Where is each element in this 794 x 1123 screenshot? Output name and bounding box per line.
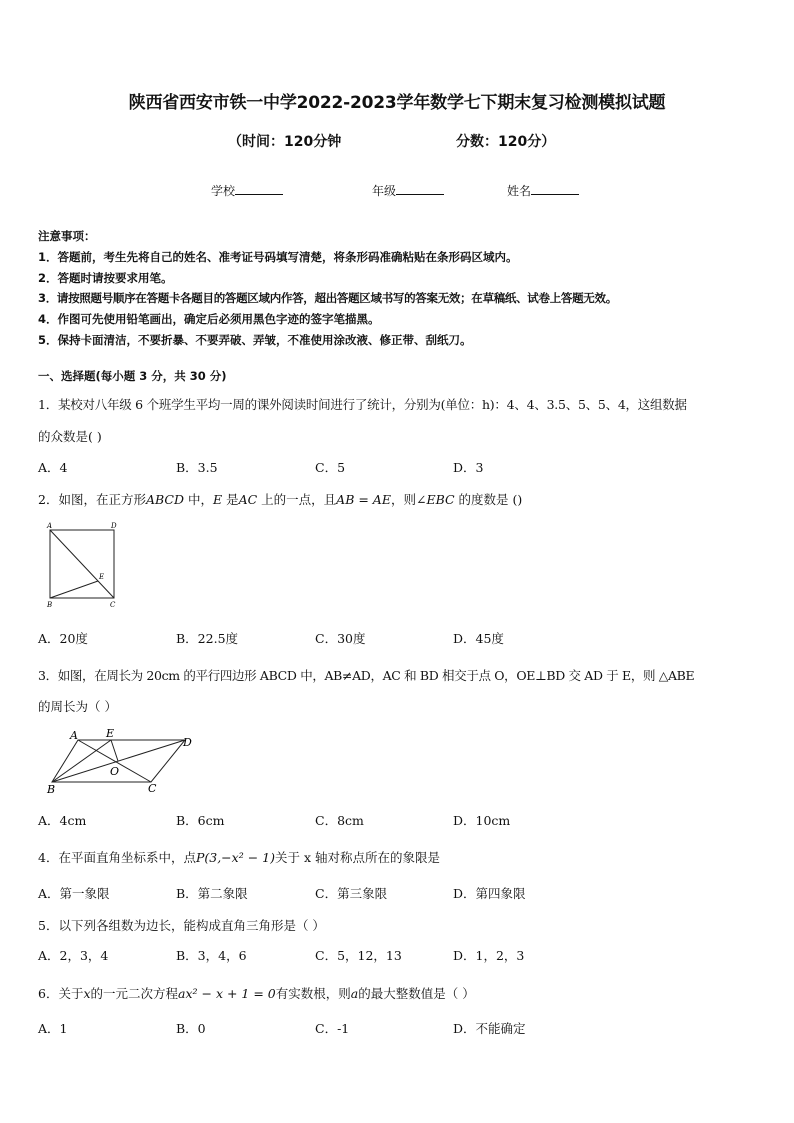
option-c[interactable]: C．-1 bbox=[315, 1021, 350, 1036]
q2-math: E bbox=[212, 492, 223, 507]
q2-text: 中， bbox=[184, 492, 213, 507]
question-2-stem bbox=[38, 490, 522, 508]
q2-math: AB = AE bbox=[336, 492, 391, 507]
question-6-stem bbox=[38, 984, 475, 1002]
label-e: E bbox=[106, 727, 115, 740]
option-a[interactable]: A．2，3，4 bbox=[38, 948, 109, 963]
option-b[interactable]: B．第二象限 bbox=[176, 886, 248, 901]
page-title: 陕西省西安市铁一中学2022-2023学年数学七下期末复习检测模拟试题 bbox=[128, 93, 666, 113]
name-blank bbox=[531, 183, 579, 195]
school-field bbox=[211, 182, 283, 199]
option-b[interactable]: B．3，4，6 bbox=[176, 948, 247, 963]
school-blank bbox=[235, 183, 283, 195]
q2-text: ，则∠ bbox=[390, 492, 427, 507]
option-a[interactable]: A．4cm bbox=[38, 813, 87, 828]
option-d[interactable]: D．3 bbox=[453, 460, 484, 475]
note-item: 5．保持卡面清洁，不要折暴、不要弄破、弄皱，不准使用涂改液、修正带、刮纸刀。 bbox=[38, 332, 472, 347]
option-b[interactable]: B．3.5 bbox=[176, 460, 218, 475]
option-b[interactable]: B．22.5度 bbox=[176, 631, 239, 646]
option-c[interactable]: C．5，12，13 bbox=[315, 948, 402, 963]
label-b: B bbox=[47, 783, 56, 796]
q6-text: 有实数根，则 bbox=[275, 986, 351, 1001]
notes-heading: 注意事项： bbox=[38, 229, 96, 243]
q2-math: AC bbox=[238, 492, 258, 507]
q4-math: P(3,−x² − 1) bbox=[195, 850, 275, 865]
option-d[interactable]: D．第四象限 bbox=[453, 886, 526, 901]
note-item: 4．作图可先使用铅笔画出，确定后必须用黑色字迹的签字笔描黑。 bbox=[38, 312, 380, 327]
q2-text: 2．如图，在正方形 bbox=[38, 492, 146, 507]
grade-blank bbox=[396, 183, 444, 195]
option-c[interactable]: C．30度 bbox=[315, 631, 366, 646]
q6-text: 的一元二次方程 bbox=[90, 986, 179, 1001]
label-e: E bbox=[99, 573, 105, 581]
option-d[interactable]: D．10cm bbox=[453, 813, 511, 828]
q6-text: 6．关于 bbox=[38, 986, 84, 1001]
q6-math: a bbox=[350, 986, 359, 1001]
note-item: 1．答题前，考生先将自己的姓名、准考证号码填写清楚，将条形码准确粘贴在条形码区域内。 bbox=[38, 249, 518, 264]
label-a: A bbox=[47, 522, 53, 530]
option-a[interactable]: A．1 bbox=[38, 1021, 68, 1036]
parallelogram-figure bbox=[40, 724, 210, 796]
label-b: B bbox=[47, 601, 53, 609]
question-3-line1: 3．如图，在周长为 20cm 的平行四边形 ABCD 中，AB≠AD，AC 和 BD 相交于点 O，OE⊥BD 交 AD 于 E，则 △ABE bbox=[38, 668, 695, 683]
grade-field bbox=[372, 182, 444, 199]
q2-text: 上的一点，且 bbox=[257, 492, 337, 507]
segment-be bbox=[52, 740, 111, 782]
question-3-line2: 的周长为（ ） bbox=[38, 699, 117, 714]
option-b[interactable]: B．6cm bbox=[176, 813, 225, 828]
option-c[interactable]: C．5 bbox=[315, 460, 346, 475]
note-item: 3．请按照题号顺序在答题卡各题目的答题区域内作答，超出答题区域书写的答案无效；在草稿纸、试卷上答题无效。 bbox=[38, 291, 617, 306]
q4-text: 关于 x 轴对称点所在的象限是 bbox=[274, 850, 440, 865]
name-field bbox=[507, 182, 579, 199]
school-label: 学校 bbox=[211, 184, 236, 198]
option-d[interactable]: D．45度 bbox=[453, 631, 504, 646]
question-5-stem: 5．以下列各组数为边长，能构成直角三角形是（ ） bbox=[38, 918, 325, 933]
exam-time: （时间：120分钟 bbox=[228, 134, 342, 150]
question-1-line2: 的众数是( ) bbox=[38, 429, 102, 444]
option-c[interactable]: C．8cm bbox=[315, 813, 364, 828]
q2-text: 的度数是 () bbox=[454, 492, 523, 507]
square-figure bbox=[42, 520, 132, 610]
segment-oe bbox=[111, 740, 118, 761]
notes-block bbox=[38, 226, 617, 351]
q4-text: 4．在平面直角坐标系中，点 bbox=[38, 850, 196, 865]
option-d[interactable]: D．不能确定 bbox=[453, 1021, 526, 1036]
section-heading: 一、选择题(每小题 3 分，共 30 分) bbox=[38, 369, 227, 383]
q2-math: EBC bbox=[426, 492, 455, 507]
q2-text: 是 bbox=[222, 492, 239, 507]
q6-text: 的最大整数值是（ ） bbox=[358, 986, 475, 1001]
option-a[interactable]: A．4 bbox=[38, 460, 68, 475]
option-a[interactable]: A．20度 bbox=[38, 631, 88, 646]
question-1-line1: 1．某校对八年级 6 个班学生平均一周的课外阅读时间进行了统计，分别为(单位：h)：4、4、3.5、5、5、4，这组数据 bbox=[38, 397, 687, 412]
label-c: C bbox=[148, 782, 157, 795]
label-d: D bbox=[183, 736, 192, 749]
option-d[interactable]: D．1，2，3 bbox=[453, 948, 525, 963]
q6-math: x bbox=[83, 986, 91, 1001]
q6-math: ax² − x + 1 = 0 bbox=[178, 986, 276, 1001]
note-item: 2．答题时请按要求用笔。 bbox=[38, 270, 173, 285]
option-a[interactable]: A．第一象限 bbox=[38, 886, 110, 901]
option-c[interactable]: C．第三象限 bbox=[315, 886, 388, 901]
label-c: C bbox=[110, 601, 116, 609]
diagonal-ac bbox=[50, 530, 114, 598]
label-o: O bbox=[110, 765, 120, 778]
grade-label: 年级 bbox=[372, 184, 397, 198]
q2-math: ABCD bbox=[145, 492, 184, 507]
exam-score: 分数：120分） bbox=[456, 134, 556, 150]
option-b[interactable]: B．0 bbox=[176, 1021, 206, 1036]
segment-be bbox=[50, 581, 98, 598]
label-a: A bbox=[70, 729, 78, 742]
label-d: D bbox=[111, 522, 117, 530]
question-4-stem bbox=[38, 848, 440, 866]
name-label: 姓名 bbox=[507, 184, 532, 198]
